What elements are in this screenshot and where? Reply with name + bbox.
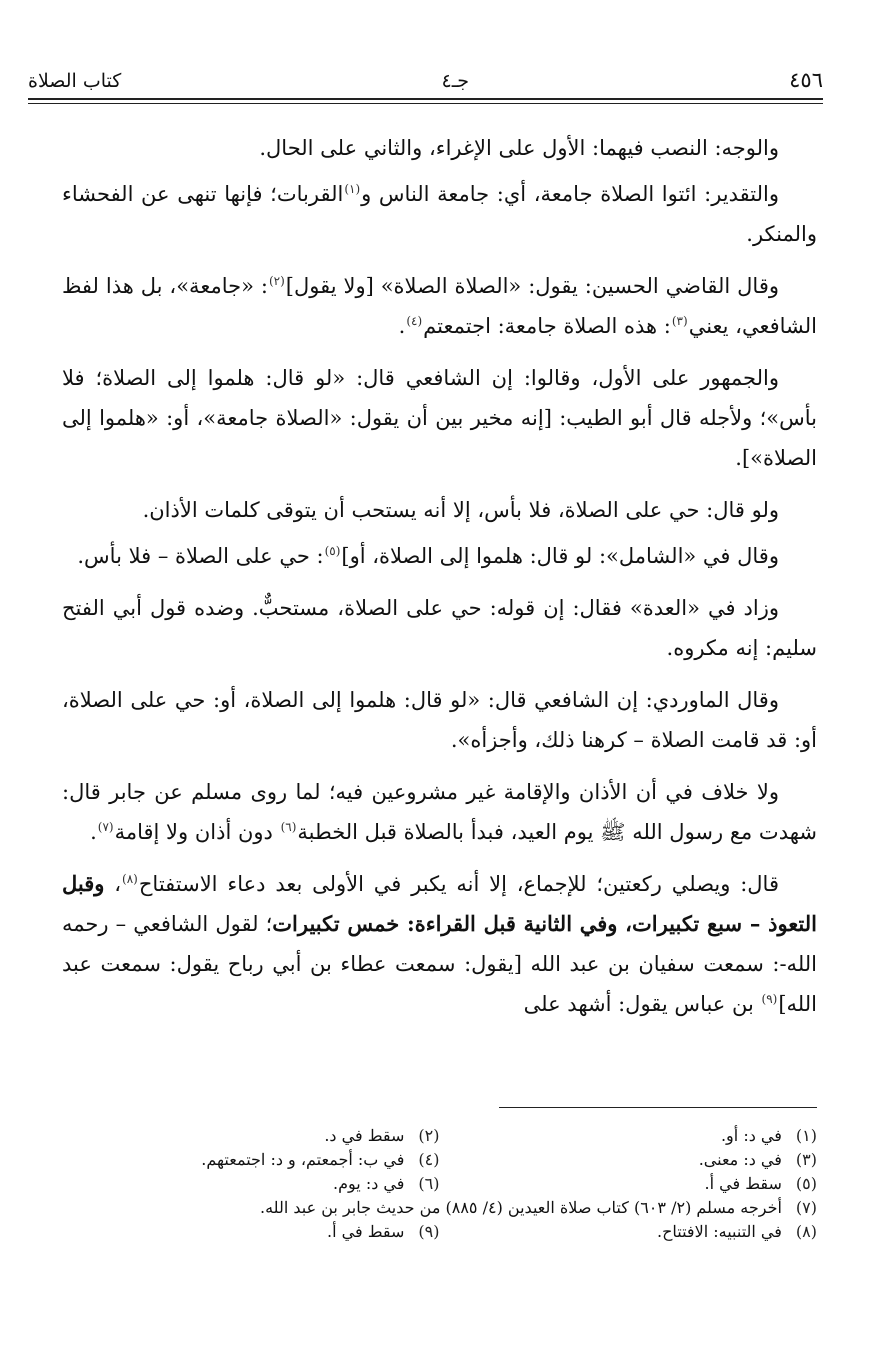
- bold-text: وقبل التعوذ – سبع تكبيرات، وفي الثانية قبل القراءة: خمس تكبيرات: [62, 871, 817, 936]
- footnote-rule: [499, 1107, 817, 1108]
- footnote-row: [62, 1124, 817, 1148]
- footnote-ref: (٦): [280, 820, 297, 834]
- paragraph: وقال الماوردي: إن الشافعي قال: «لو قال: هلموا إلى الصلاة، أو: حي على الصلاة، أو: قد قامت الصلاة – كرهنا ذلك، وأجزأه».: [62, 688, 817, 752]
- footnote: (٢) سقط في د.: [324, 1126, 440, 1145]
- book-title: كتاب الصلاة: [28, 70, 122, 92]
- footnote-ref: (١): [344, 182, 361, 196]
- paragraph: والوجه: النصب فيهما: الأول على الإغراء، والثاني على الحال.: [259, 136, 779, 160]
- paragraph: والتقدير: ائتوا الصلاة جامعة، أي: جامعة الناس و$^{(١)}$القربات؛ فإنها تنهى عن الفحشاء والمنكر.: [62, 182, 817, 246]
- paragraph: وقال القاضي الحسين: يقول: «الصلاة الصلاة» [ولا يقول]$^{(٢)}$: «جامعة»، بل هذا لفظ الشافعي، يعني$^{(٣)}$: هذه الصلاة جامعة: اجتمعتم$^{(٤)}$.: [62, 274, 817, 338]
- paragraph: والجمهور على الأول، وقالوا: إن الشافعي قال: «لو قال: هلموا إلى الصلاة؛ فلا بأس»؛ ولأجله قال أبو الطيب: [إنه مخير بين أن يقول: «الصلاة جامعة»، أو: «هلموا إلى الصلاة»].: [62, 366, 817, 470]
- running-head: [28, 58, 823, 92]
- footnote: (٣) في د: معنى.: [698, 1150, 817, 1169]
- footnote-ref: (٤): [406, 314, 423, 328]
- footnote-ref: (٨): [122, 872, 138, 886]
- footnote: (٦) في د: يوم.: [333, 1174, 440, 1193]
- footnote-row: [62, 1196, 817, 1220]
- paragraph: ولو قال: حي على الصلاة، فلا بأس، إلا أنه يستحب أن يتوقى كلمات الأذان.: [142, 498, 779, 522]
- footnote-row: [62, 1172, 817, 1196]
- footnote-row: [62, 1148, 817, 1172]
- footnote: (٧) أخرجه مسلم (٢/ ٦٠٣) كتاب صلاة العيدين (٤/ ٨٨٥) من حديث جابر بن عبد الله.: [260, 1198, 817, 1217]
- footnote: (١) في د: أو.: [720, 1126, 817, 1145]
- footnote-row: [62, 1220, 817, 1244]
- header-rule: [28, 98, 823, 104]
- footnote-ref: (٥): [324, 544, 341, 558]
- footnote-ref: (٣): [671, 314, 688, 328]
- paragraph: وزاد في «العدة» فقال: إن قوله: حي على الصلاة، مستحبٌّ. وضده قول أبي الفتح سليم: إنه مكروه.: [62, 596, 817, 660]
- footnote-ref: (٧): [97, 820, 114, 834]
- footnotes: [62, 1124, 817, 1244]
- footnote: (٤) في ب: أجمعتم، و د: اجتمعتهم.: [201, 1150, 440, 1169]
- main-text: [62, 128, 817, 1030]
- paragraph: ولا خلاف في أن الأذان والإقامة غير مشروعين فيه؛ لما روى مسلم عن جابر قال: شهدت مع رسول الله ﷺ يوم العيد، فبدأ بالصلاة قبل الخطبة$^{(٦)}$ دون أذان ولا إقامة$^{(٧)}$.: [62, 780, 817, 844]
- footnote: (٨) في التنبيه: الافتتاح.: [656, 1222, 817, 1241]
- footnote-ref: (٩): [761, 992, 778, 1006]
- footnote: (٩) سقط في أ.: [327, 1222, 440, 1241]
- paragraph: وقال في «الشامل»: لو قال: هلموا إلى الصلاة، أو]$^{(٥)}$: حي على الصلاة – فلا بأس.: [77, 544, 779, 568]
- footnote-ref: (٢): [268, 274, 285, 288]
- footnote: (٥) سقط في أ.: [704, 1174, 817, 1193]
- page-number: ٤٥٦: [789, 68, 823, 92]
- paragraph: قال: ويصلي ركعتين؛ للإجماع، إلا أنه يكبر في الأولى بعد دعاء الاستفتاح$^{(٨)}$، وقبل التعوذ – سبع تكبيرات، وفي الثانية قبل القراءة: خمس تكبيرات؛ لقول الشافعي – رحمه الله-: سمعت سفيان بن عبد الله [يقول: سمعت عطاء بن أبي رباح يقول: سمعت عبد الله]$^{(٩)}$ بن عباس يقول: أشهد على: [62, 871, 817, 1016]
- volume-label: جـ٤: [441, 70, 470, 92]
